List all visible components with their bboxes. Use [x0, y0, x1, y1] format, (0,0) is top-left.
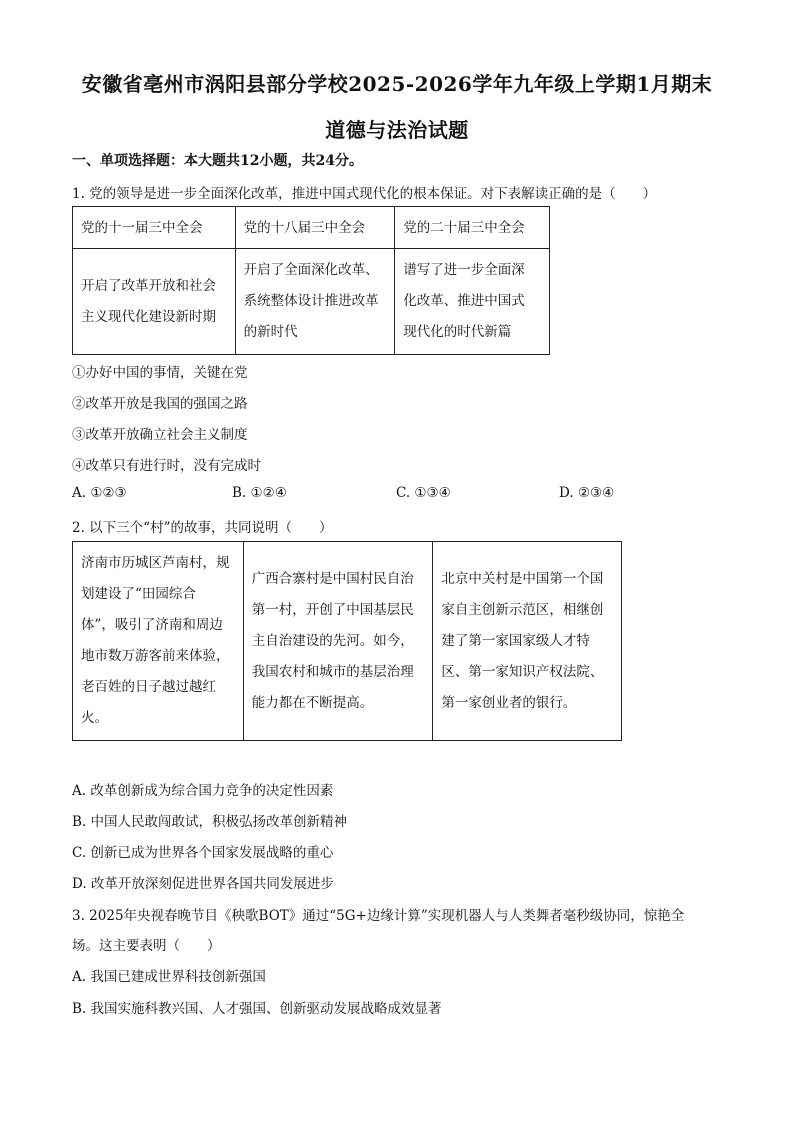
cell-line: 开启了改革开放和社会: [81, 277, 216, 294]
q1-statement: ②改革开放是我国的强国之路: [72, 396, 248, 412]
q1-table-header-row: [73, 207, 550, 249]
q1-table-body-row: [73, 249, 550, 355]
cell-line: 系统整体设计推进改革: [243, 293, 379, 309]
cell-line: 主义现代化建设新时期: [81, 308, 216, 325]
cell-line: 谱写了进一步全面深: [403, 262, 525, 278]
q1-table-header: 党的十八届三中全会: [235, 207, 395, 249]
cell-line: 家自主创新示范区，相继创: [441, 601, 604, 618]
q2-option-c[interactable]: C. 创新已成为世界各个国家发展战略的重心: [72, 845, 334, 861]
cell-line: 开启了全面深化改革、: [243, 262, 379, 278]
cell-line: 划建设了“田园综合: [81, 586, 196, 602]
section-heading: 一、单项选择题：本大题共12小题，共24分。: [72, 153, 363, 169]
q1-statement: ④改革只有进行时，没有完成时: [72, 458, 261, 474]
q1-table-cell: [235, 249, 395, 355]
q1-table-header: 党的十一届三中全会: [73, 207, 236, 249]
q2-option-b[interactable]: B. 中国人民敢闯敢试，积极弘扬改革创新精神: [72, 814, 348, 830]
q2-stem: 2. 以下三个“村”的故事，共同说明（ ）: [72, 520, 333, 536]
q1-table-header: 党的二十届三中全会: [395, 207, 550, 249]
cell-line: 能力都在不断提高。: [251, 694, 374, 711]
q2-table: [72, 541, 622, 741]
cell-line: 体”，吸引了济南和周边: [81, 617, 223, 633]
cell-line: 建了第一家国家级人才特: [441, 632, 590, 649]
cell-line: 第一家创业者的银行。: [441, 694, 577, 711]
q2-table-cell: [73, 542, 244, 741]
q3-stem: 3. 2025年央视春晚节目《秧歌BOT》通过“5G+边缘计算”实现机器人与人类舞者毫秒级协同，惊艳全: [72, 908, 685, 924]
cell-line: 地市数万游客前来体验，: [81, 648, 230, 664]
exam-title-line2: 道德与法治试题: [325, 118, 469, 142]
option-a[interactable]: A. ①②③: [72, 485, 127, 501]
cell-line: 我国农村和城市的基层治理: [251, 663, 414, 680]
cell-line: 区、第一家知识产权法院、: [441, 663, 604, 680]
cell-line: 的新时代: [243, 324, 298, 340]
cell-line: 化改革、推进中国式: [403, 293, 525, 309]
q2-table-cell: [433, 542, 622, 741]
exam-title-line1: 安徽省亳州市涡阳县部分学校2025-2026学年九年级上学期1月期末: [81, 72, 713, 96]
cell-line: 火。: [81, 710, 108, 726]
q2-option-d[interactable]: D. 改革开放深刻促进世界各国共同发展进步: [72, 876, 334, 892]
cell-line: 主自治建设的先河。如今，: [251, 632, 414, 649]
q1-table-cell: [73, 249, 236, 355]
option-d[interactable]: D. ②③④: [559, 485, 615, 501]
cell-line: 第一村，开创了中国基层民: [251, 601, 414, 618]
q3-stem-continued: 场。这主要表明（ ）: [72, 938, 221, 954]
q3-option-b[interactable]: B. 我国实施科教兴国、人才强国、创新驱动发展战略成效显著: [72, 1001, 442, 1017]
q2-option-a[interactable]: A. 改革创新成为综合国力竞争的决定性因素: [72, 783, 334, 799]
cell-line: 北京中关村是中国第一个国: [441, 570, 604, 587]
cell-line: 现代化的时代新篇: [403, 324, 512, 340]
q2-table-cell: [243, 542, 433, 741]
q1-statement: ①办好中国的事情，关键在党: [72, 365, 248, 381]
cell-line: 老百姓的日子越过越红: [81, 679, 216, 695]
q3-option-a[interactable]: A. 我国已建成世界科技创新强国: [72, 969, 266, 985]
cell-line: 济南市历城区芦南村，规: [81, 555, 230, 571]
option-b[interactable]: B. ①②④: [232, 485, 287, 501]
cell-line: 广西合寨村是中国村民自治: [251, 570, 414, 587]
q1-table: [72, 206, 550, 355]
q1-stem: 1. 党的领导是进一步全面深化改革，推进中国式现代化的根本保证。对下表解读正确的是（ ）: [72, 186, 657, 202]
q2-table-row: [73, 542, 622, 741]
q1-statement: ③改革开放确立社会主义制度: [72, 427, 248, 443]
q1-table-cell: [395, 249, 550, 355]
option-c[interactable]: C. ①③④: [396, 485, 451, 501]
